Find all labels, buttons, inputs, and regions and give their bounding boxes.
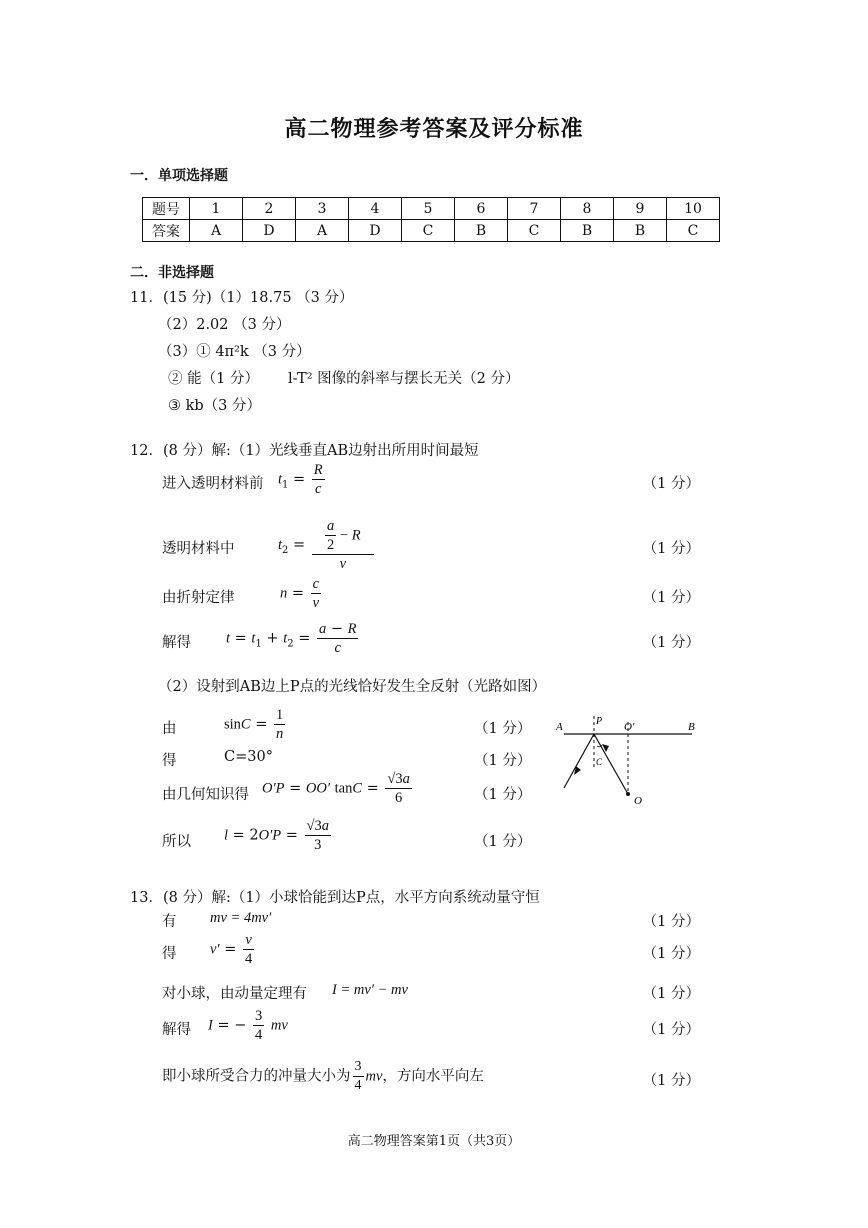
answer-table [142, 197, 720, 242]
table-cell: C [667, 220, 720, 242]
q13-l2-score: （1 分） [642, 946, 700, 962]
q12-l8-score: （1 分） [474, 834, 532, 850]
q13-l3-equation: I = mv′ − mv [332, 982, 408, 998]
q12-l2-equation: $t_2$ = $\frac{a}{2}$ − R v [278, 517, 376, 573]
q13-heading: 13．(8 分）解:（1）小球恰能到达P点，水平方向系统动量守恒 [130, 890, 540, 906]
table-row-numbers [143, 198, 720, 220]
q13-l1-score: （1 分） [642, 914, 700, 930]
table-cell: B [614, 220, 667, 242]
table-cell: 7 [508, 198, 561, 220]
table-cell: 3 [296, 198, 349, 220]
q13-l2-equation: v′ = $\frac{v}{4}$ [210, 932, 253, 967]
q13-l5-text: 即小球所受合力的冲量大小为 $\frac{3}{4}$ mv，方向水平向左 [162, 1059, 484, 1093]
table-header-answer: 答案 [143, 220, 190, 242]
table-row-answers [143, 220, 720, 242]
page-footer: 高二物理答案第1页（共3页） [347, 1134, 521, 1149]
q12-heading: 12．(8 分）解:（1）光线垂直AB边射出所用时间最短 [130, 443, 479, 459]
q12-l4-label: 解得 [162, 635, 191, 651]
q11-line-3: （3）① 4π²k （3 分） [158, 344, 311, 360]
reflected-ray [564, 734, 594, 788]
table-cell: 1 [190, 198, 243, 220]
q13-l4-label: 解得 [162, 1022, 191, 1038]
q13-l1-equation: mv = 4mv′ [210, 910, 272, 926]
table-cell: B [455, 220, 508, 242]
table-cell: C [402, 220, 455, 242]
table-cell: A [190, 220, 243, 242]
q12-l1-equation: $t_1$ = $\frac{R}{c}$ [278, 462, 323, 497]
q13-l3-label: 对小球，由动量定理有 [162, 986, 307, 1002]
q13-l5-suffix: ，方向水平向左 [382, 1068, 484, 1085]
table-cell: C [508, 220, 561, 242]
angle-arc [597, 745, 602, 747]
q11-line-4b: l-T² 图像的斜率与摆长无关（2 分） [288, 371, 520, 387]
table-header-number: 题号 [143, 198, 190, 220]
table-cell: 2 [243, 198, 296, 220]
q11-line-1: 11．(15 分)（1）18.75 （3 分） [130, 290, 354, 306]
q12-l3-label: 由折射定律 [162, 590, 235, 606]
q12-l3-score: （1 分） [642, 590, 700, 606]
q12-l5-label: 由 [162, 721, 177, 737]
label-o: O [634, 795, 642, 807]
q12-l4-equation: $t = t_1 + t_2$ = $\frac{a - R}{c}$ [226, 621, 357, 656]
q13-l5-prefix: 即小球所受合力的冲量大小为 [162, 1068, 351, 1085]
section-heading-single-choice: 一．单项选择题 [130, 168, 228, 184]
table-cell: 9 [614, 198, 667, 220]
page-title: 高二物理参考答案及评分标准 [284, 116, 584, 142]
light-path-diagram [552, 708, 712, 808]
q12-l2-score: （1 分） [642, 541, 700, 557]
table-cell: 8 [561, 198, 614, 220]
label-b: B [688, 721, 695, 733]
table-cell: 5 [402, 198, 455, 220]
q12-l3-equation: n = $\frac{c}{v}$ [280, 576, 320, 611]
table-cell: D [243, 220, 296, 242]
q12-l7-label: 由几何知识得 [162, 787, 249, 803]
table-cell: 4 [349, 198, 402, 220]
q12-l4-score: （1 分） [642, 635, 700, 651]
q12-l1-label: 进入透明材料前 [162, 476, 264, 492]
q12-l1-score: （1 分） [642, 476, 700, 492]
q12-l8-equation: l = 2O′P = $\frac{√3a}{3}$ [224, 818, 329, 853]
q11-line-4a: ② 能（1 分） [168, 371, 259, 387]
label-o-prime: O′ [624, 721, 635, 733]
label-a: A [556, 721, 563, 733]
q13-l1-label: 有 [162, 914, 177, 930]
q12-l6-equation: C=30° [224, 749, 273, 765]
q13-l4-score: （1 分） [642, 1022, 700, 1038]
q13-l2-label: 得 [162, 946, 177, 962]
q13-l4-equation: I = − $\frac{3}{4}$ mv [208, 1008, 288, 1043]
table-cell: 6 [455, 198, 508, 220]
table-cell: A [296, 220, 349, 242]
table-cell: B [561, 220, 614, 242]
table-cell: D [349, 220, 402, 242]
section-heading-non-choice: 二．非选择题 [130, 265, 214, 281]
label-c: C [596, 757, 603, 767]
q11-line-2: （2）2.02 （3 分） [158, 317, 291, 333]
q12-part2: （2）设射到AB边上P点的光线恰好发生全反射（光路如图） [158, 679, 547, 695]
table-cell: 10 [667, 198, 720, 220]
q13-l5-score: （1 分） [642, 1073, 700, 1089]
point-o-dot [626, 792, 630, 796]
q11-line-5: ③ kb（3 分） [168, 398, 262, 414]
q12-l6-score: （1 分） [474, 753, 532, 769]
q12-l5-equation: sinC = $\frac{1}{n}$ [224, 707, 284, 742]
q12-l7-score: （1 分） [474, 787, 532, 803]
q12-l6-label: 得 [162, 753, 177, 769]
label-p: P [596, 716, 603, 727]
q12-l5-score: （1 分） [474, 721, 532, 737]
q12-l7-equation: O′P = OO′ tanC = $\frac{√3a}{6}$ [262, 771, 410, 806]
q12-l8-label: 所以 [162, 834, 191, 850]
q12-l2-label: 透明材料中 [162, 541, 235, 557]
q13-l3-score: （1 分） [642, 986, 700, 1002]
